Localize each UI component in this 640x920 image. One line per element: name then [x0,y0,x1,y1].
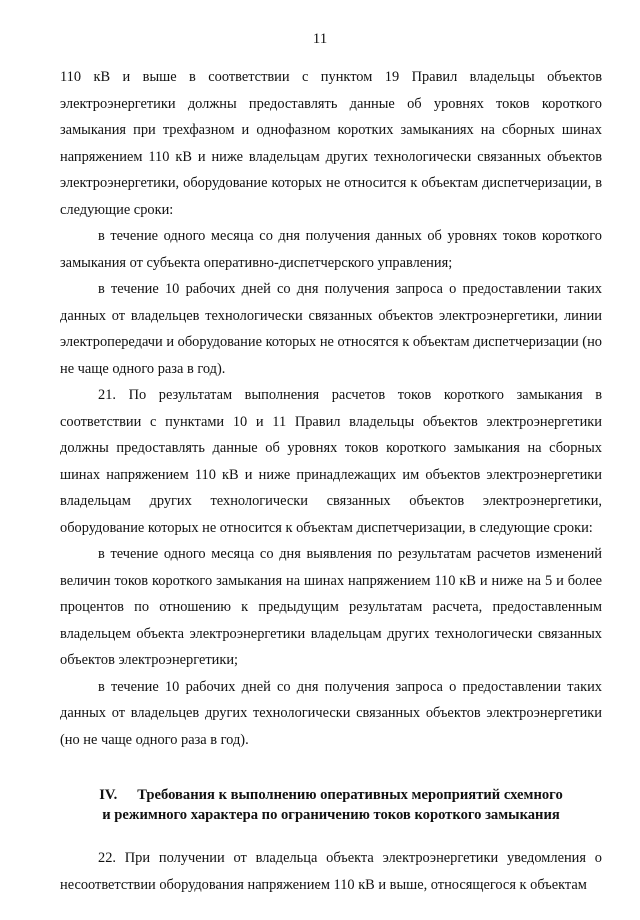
section-title-line-1: Требования к выполнению оперативных мероприятий схемного [137,787,563,803]
paragraph-deadline-ten-days: в течение 10 рабочих дней со дня получения запроса о предоставлении таких данных от владельцев технологически связанных объектов электроэнергетики, линии электропередачи и оборудование которых не относятся к объектам диспетчеризации (но не чаще одного раза в год). [60,281,602,377]
page-number: 11 [312,31,328,47]
paragraph-deadline-one-month: в течение одного месяца со дня получения данных об уровнях токов короткого замыкания от субъекта оперативно-диспетчерского управления; [60,228,602,271]
paragraph-continuation: 110 кВ и выше в соответствии с пунктом 19 Правил владельцы объектов электроэнергетики должны предоставлять данные об уровнях токов короткого замыкания при трехфазном и однофазном коротких замыканиях на сборных шинах напряжением 110 кВ и ниже владельцам других технологически связанных объектов электроэнергетики, оборудование которых не относится к объектам диспетчеризации, в следующие сроки: [60,69,602,218]
section-heading-line-1 [60,785,602,805]
paragraph-deadline-ten-days-2: в течение 10 рабочих дней со дня получения запроса о предоставлении таких данных от владельцев других технологически связанных объектов электроэнергетики (но не чаще одного раза в год). [60,678,602,748]
paragraph-clause-22: 22. При получении от владельца объекта электроэнергетики уведомления о несоответствии оборудования напряжением 110 кВ и выше, относящегося к объектам [60,850,602,893]
paragraph-clause-21: 21. По результатам выполнения расчетов токов короткого замыкания в соответствии с пунктами 10 и 11 Правил владельцы объектов электроэнергетики должны предоставлять данные об уровнях токов короткого замыкания на сборных шинах напряжением 110 кВ и ниже принадлежащих им объектов электроэнергетики владельцам других технологически связанных объектов электроэнергетики, оборудование которых не относится к объектам диспетчеризации, в следующие сроки: [60,387,602,536]
paragraph-deadline-one-month-2: в течение одного месяца со дня выявления по результатам расчетов изменений величин токов короткого замыкания на шинах напряжением 110 кВ и ниже на 5 и более процентов по отношению к предыдущим результатам расчета, предоставленным владельцем объекта электроэнергетики владельцам других технологически связанных объектов электроэнергетики; [60,546,602,668]
document-body [60,64,602,898]
section-heading [60,785,602,825]
section-title-line-2: и режимного характера по ограничению токов короткого замыкания [102,807,560,823]
section-number: IV. [99,787,118,803]
